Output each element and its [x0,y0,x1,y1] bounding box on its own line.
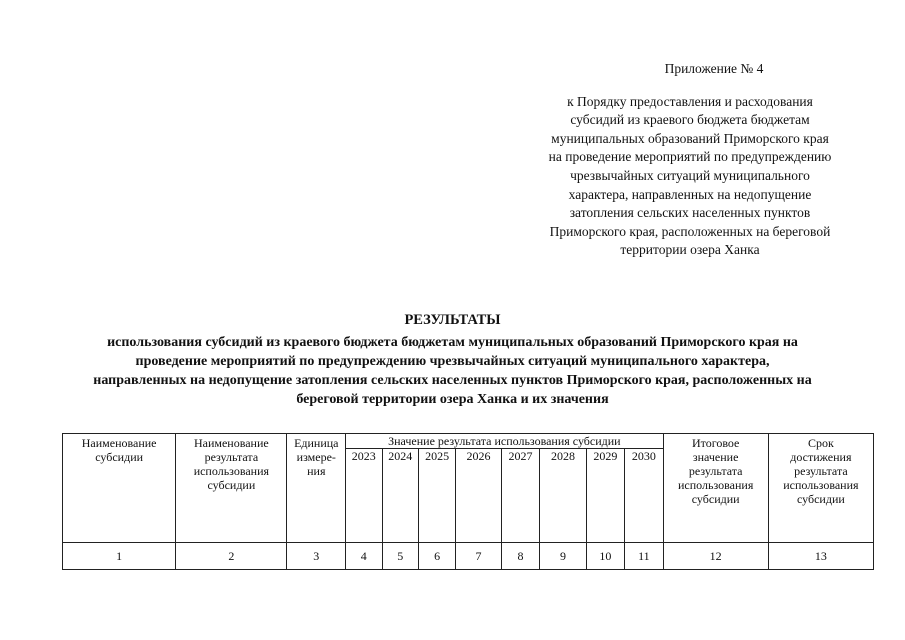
column-number: 1 [63,543,176,570]
header-subsidy-name: Наименование субсидии [63,434,176,543]
header-year: 2029 [586,449,624,543]
header-unit: Единица измере- ния [287,434,346,543]
header-year: 2025 [418,449,455,543]
appendix-line: на проведение мероприятий по предупреждению [548,149,832,165]
column-number: 11 [625,543,663,570]
header-year: 2030 [625,449,663,543]
column-number: 12 [663,543,768,570]
header-year: 2027 [501,449,539,543]
appendix-line: территории озера Ханка [620,242,760,258]
header-year: 2026 [456,449,502,543]
header-year: 2024 [382,449,418,543]
header-values-group: Значение результата использования субсидии [346,434,663,449]
document-title: РЕЗУЛЬТАТЫ [404,312,501,328]
results-table [62,433,874,570]
column-number: 5 [382,543,418,570]
column-number: 8 [501,543,539,570]
appendix-number: Приложение № 4 [664,61,764,76]
appendix-line: характера, направленных на недопущение [568,186,812,202]
column-number: 3 [287,543,346,570]
document-subtitle [40,333,865,409]
appendix-line: чрезвычайных ситуаций муниципального [570,167,810,183]
appendix-line: затопления сельских населенных пунктов [569,205,811,221]
subtitle-line: береговой территории озера Ханка и их значения [296,392,609,407]
header-final-value: Итоговое значение результата использования субсидии [663,434,768,543]
column-number: 10 [586,543,624,570]
appendix-block [520,60,860,260]
appendix-line: к Порядку предоставления и расходования [567,93,813,109]
appendix-line: субсидий из краевого бюджета бюджетам [570,112,810,128]
header-deadline: Срок достижения результата использования субсидии [768,434,873,543]
subtitle-line: направленных на недопущение затопления сельских населенных пунктов Приморского края, расположенных на [93,373,812,388]
header-year: 2023 [346,449,382,543]
column-number: 7 [456,543,502,570]
header-result-name: Наименование результата использования субсидии [176,434,287,543]
column-number: 13 [768,543,873,570]
column-number: 6 [418,543,455,570]
column-number: 4 [346,543,382,570]
appendix-line: Приморского края, расположенных на береговой [549,223,831,239]
subtitle-line: использования субсидий из краевого бюджета бюджетам муниципальных образований Приморского края на [107,335,798,350]
header-year: 2028 [540,449,587,543]
column-number: 9 [540,543,587,570]
subtitle-line: проведение мероприятий по предупреждению чрезвычайных ситуаций муниципального характера, [135,354,770,369]
column-number: 2 [176,543,287,570]
appendix-line: муниципальных образований Приморского края [551,130,829,146]
